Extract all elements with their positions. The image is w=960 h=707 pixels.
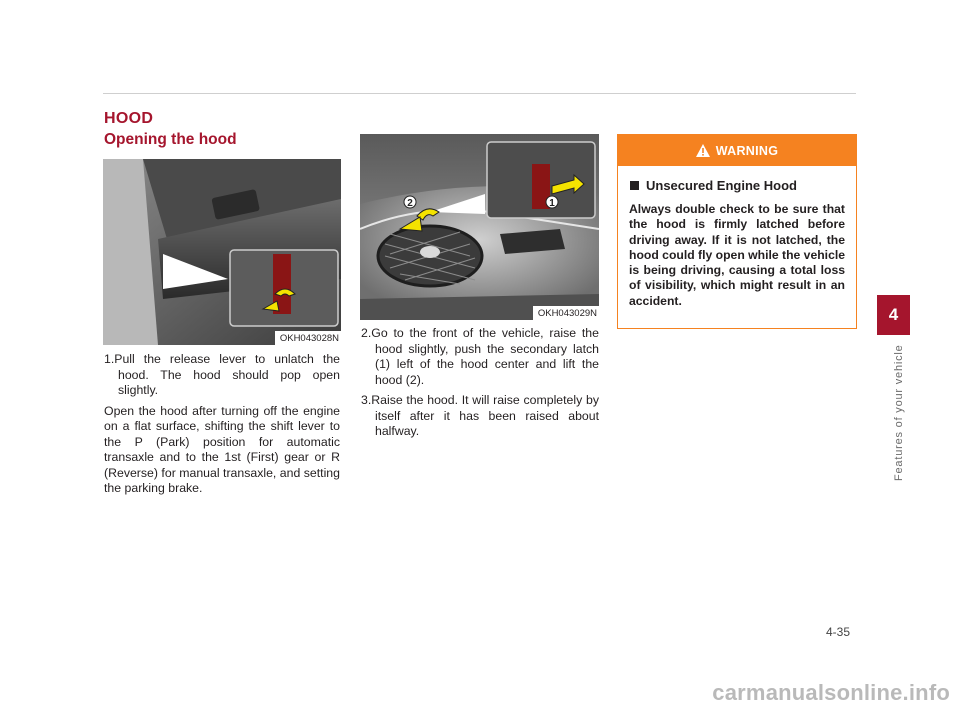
image-code-right: OKH043029N — [533, 306, 599, 320]
callout-1: 1 — [549, 198, 555, 209]
warning-label: WARNING — [715, 143, 779, 158]
square-bullet-icon — [630, 181, 639, 190]
hood-release-photo — [103, 159, 341, 345]
chapter-tab: 4 — [877, 295, 910, 335]
image-code-left: OKH043028N — [275, 331, 341, 345]
car-front-photo — [360, 134, 599, 320]
section-title: HOOD — [104, 110, 154, 127]
page-number: 4-35 — [826, 625, 851, 639]
sub-title: Opening the hood — [104, 131, 237, 148]
top-rule — [103, 93, 856, 94]
middle-column — [361, 326, 599, 445]
chapter-title: Features of your vehicle — [893, 344, 905, 481]
warning-subtitle-text: Unsecured Engine Hood — [646, 178, 797, 193]
step-3: 3.Raise the hood. It will raise completely by itself after it has been raised about halfway. — [361, 393, 599, 438]
left-column — [104, 352, 340, 502]
warning-text: Always double check to be sure that the hood is firmly latched before driving away. If it is not latched, the hood could fly open while the vehicle is being driving, causing a total loss of visibility, which might result in an accident. — [629, 202, 846, 308]
callout-2: 2 — [407, 198, 413, 209]
step-1: 1.Pull the release lever to unlatch the hood. The hood should pop open slightly. — [104, 352, 340, 397]
step-2: 2.Go to the front of the vehicle, raise the hood slightly, push the secondary latch (1) left of the hood center and lift the hood (2). — [361, 326, 599, 387]
warning-header — [618, 135, 856, 166]
warning-box — [617, 134, 857, 329]
warning-subtitle — [630, 178, 856, 193]
watermark: carmanualsonline.info — [712, 680, 950, 705]
warning-icon — [696, 144, 710, 157]
instructions-paragraph: Open the hood after turning off the engine on a flat surface, shifting the shift lever to the P (Park) position for automatic transaxle and to the 1st (First) gear or R (Reverse) for manual transaxle, and setting the parking brake. — [104, 403, 340, 495]
